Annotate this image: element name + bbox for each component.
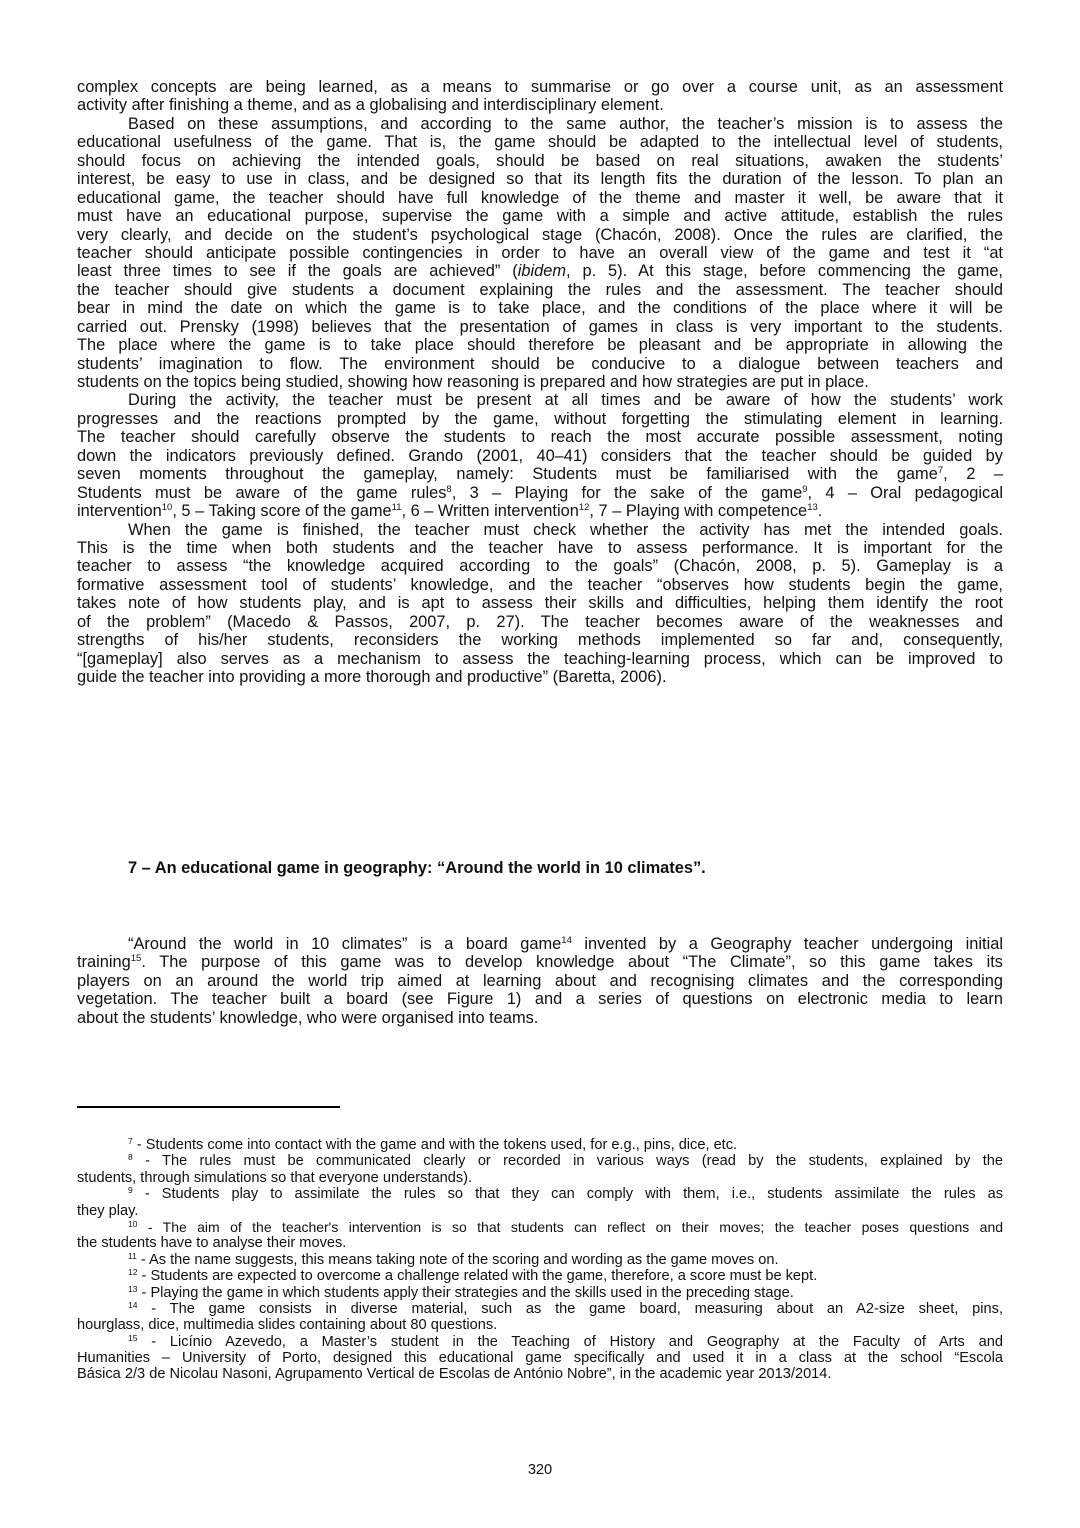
text-line: progresses and the reactions prompted by the game, without forgetting the stimulating element in learning.: [77, 409, 1003, 428]
text-segment: , 5 – Taking score of the game: [172, 502, 392, 521]
text-line: formative assessment tool of students’ knowledge, and the teacher “observes how students begin the game,: [77, 575, 1003, 594]
footnote-ref[interactable]: 10: [161, 502, 173, 514]
footnote-ref[interactable]: 13: [807, 502, 818, 514]
footnote-ref[interactable]: 9: [802, 483, 808, 495]
footnote-text: - The game consists in diverse material, such as the game board, measuring about an A2-size sheet, pins,: [151, 1300, 1004, 1317]
text-line: During the activity, the teacher must be present at all times and be aware of how the students’ work: [128, 391, 1003, 410]
footnote-number: 13: [128, 1283, 138, 1294]
footnote-number: 14: [128, 1299, 138, 1310]
footnote-number: 11: [128, 1250, 137, 1261]
text-line: must have an educational purpose, supervise the game with a simple and active attitude, establish the rules: [77, 207, 1003, 226]
footnote-line: [77, 1186, 1003, 1202]
text-line: [77, 465, 1003, 483]
text-line: [77, 935, 1003, 953]
footnote-ref[interactable]: 12: [578, 502, 590, 514]
text-line: teacher should anticipate possible contingencies in order to have an overall view of the game and test it “at: [77, 243, 1003, 262]
footnote-line: students, through simulations so that everyone understands).: [77, 1169, 473, 1186]
footnote-ref[interactable]: 7: [937, 465, 944, 477]
footnote-line: [77, 1334, 1003, 1350]
footnote-ref[interactable]: 11: [391, 502, 402, 514]
text-line: [77, 953, 1003, 971]
footnote-text: - As the name suggests, this means taking note of the scoring and wording as the game moves on.: [140, 1251, 779, 1268]
footnote-line: they play.: [77, 1202, 139, 1219]
footnote-number: 15: [128, 1332, 138, 1343]
text-segment: , 2 –: [943, 465, 1003, 484]
text-segment: , 4 – Oral pedagogical: [807, 483, 1003, 502]
text-segment: , 7 – Playing with competence: [589, 502, 808, 521]
footnote-14: [77, 1301, 1003, 1334]
footnote-number: 8: [128, 1152, 133, 1163]
text-line: carried out. Prensky (1998) believes that the presentation of games in class is very important to the students.: [77, 317, 1003, 336]
footnote-line: Básica 2/3 de Nicolau Nasoni, Agrupamento Vertical de Escolas de António Nobre”, in the academic year 2013/2014.: [77, 1366, 832, 1383]
footnote-9: [77, 1186, 1003, 1219]
footnote-line: [77, 1252, 1003, 1268]
text-segment: .: [817, 502, 823, 521]
text-line: about the students’ knowledge, who were organised into teams.: [77, 1008, 539, 1027]
text-line: players on an around the world trip aimed at learning about and recognising climates and the corresponding: [77, 971, 1003, 990]
text-segment: Students must be aware of the game rules: [77, 483, 447, 502]
footnote-number: 10: [128, 1218, 138, 1229]
footnote-line: [77, 1137, 1003, 1153]
italic-citation: ibidem: [517, 262, 566, 281]
text-segment: . The purpose of this game was to develop knowledge about “The Climate”, so this game takes its: [141, 953, 1003, 972]
text-line: should focus on achieving the intended goals, should be based on real situations, awaken the students’: [77, 151, 1003, 170]
text-segment: , 6 – Written intervention: [401, 502, 579, 521]
paragraph-teacher-mission: [77, 115, 1003, 392]
footnote-8: [77, 1153, 1003, 1186]
footnote-number: 9: [128, 1185, 133, 1196]
footnote-line: [77, 1153, 1003, 1169]
text-segment: seven moments throughout the gameplay, namely: Students must be familiarised with the game: [77, 465, 938, 484]
text-segment: least three times to see if the goals are achieved” (: [77, 262, 518, 281]
text-line: [77, 484, 1003, 502]
text-line: educational usefulness of the game. That is, the game should be adapted to the intellectual level of students,: [77, 133, 1003, 152]
footnote-line: [77, 1268, 1003, 1284]
text-line: vegetation. The teacher built a board (see Figure 1) and a series of questions on electronic media to learn: [77, 990, 1003, 1009]
text-line: strengths of his/her students, reconsiders the working methods implemented so far and, consequently,: [77, 631, 1003, 650]
footnote-separator: [77, 1106, 340, 1108]
page-number: 320: [527, 1462, 553, 1478]
text-line: very clearly, and decide on the student’s psychological stage (Chacón, 2008). Once the rules are clarified, the: [77, 225, 1003, 244]
text-segment: training: [77, 953, 131, 972]
text-line: teacher to assess “the knowledge acquired according to the goals” (Chacón, 2008, p. 5). Gameplay is a: [77, 557, 1003, 576]
footnote-line: Humanities – University of Porto, designed this educational game specifically and used it in a class at the school “Escola: [77, 1350, 1003, 1367]
footnote-line: [77, 1219, 1003, 1235]
text-line: down the indicators previously defined. Grando (2001, 40–41) considers that the teacher should be guided by: [77, 446, 1003, 465]
body-text: [77, 78, 1003, 1027]
paragraph-during-activity: [77, 391, 1003, 520]
text-line: “[gameplay] also serves as a mechanism to assess the teaching-learning process, which can be improved to: [77, 649, 1003, 668]
footnote-text: - Licínio Azevedo, a Master’s student in the Teaching of History and Geography at the Faculty of Arts and: [151, 1333, 1003, 1350]
footnote-text: - Students come into contact with the game and with the tokens used, for e.g., pins, dice, etc.: [136, 1137, 738, 1153]
text-segment: , p. 5). At this stage, before commencing the game,: [566, 262, 1003, 281]
footnote-15: [77, 1334, 1003, 1383]
footnote-11: [77, 1252, 1003, 1268]
text-segment: “Around the world in 10 climates” is a board game: [128, 935, 562, 953]
footnote-text: - Playing the game in which students apply their strategies and the skills used in the preceding stage.: [141, 1284, 794, 1301]
text-line: complex concepts are being learned, as a means to summarise or go over a course unit, as an assessment: [77, 78, 1003, 96]
footnote-ref[interactable]: 14: [561, 935, 572, 946]
footnote-7: [77, 1137, 1003, 1153]
text-segment: , 3 – Playing for the sake of the game: [451, 483, 803, 502]
footnote-text: - The aim of the teacher's intervention is so that students can reflect on their moves; the teacher poses questions and: [147, 1218, 1004, 1235]
text-line: interest, be easy to use in class, and be designed so that its length fits the duration of the lesson. To plan an: [77, 170, 1003, 189]
text-segment: invented by a Geography teacher undergoing initial: [571, 935, 1003, 953]
footnote-10: [77, 1219, 1003, 1252]
footnote-12: [77, 1268, 1003, 1284]
footnote-ref[interactable]: 8: [446, 483, 452, 495]
text-segment: intervention: [77, 502, 162, 521]
text-line: Based on these assumptions, and according to the same author, the teacher’s mission is to assess the: [128, 114, 1003, 133]
text-line: guide the teacher into providing a more thorough and productive” (Baretta, 2006).: [77, 668, 667, 686]
paragraph-game-intro: [77, 935, 1003, 1027]
text-line: students on the topics being studied, showing how reasoning is prepared and how strategies are put in place.: [77, 373, 869, 391]
paragraph-game-finished: [77, 521, 1003, 687]
footnote-number: 12: [128, 1267, 138, 1278]
section-heading: 7 – An educational game in geography: “Around the world in 10 climates”.: [128, 859, 706, 877]
text-line: When the game is finished, the teacher must check whether the activity has met the intended goals.: [128, 520, 1003, 539]
footnote-line: hourglass, dice, multimedia slides containing about 80 questions.: [77, 1317, 498, 1334]
footnote-13: [77, 1285, 1003, 1301]
footnote-text: - Students are expected to overcome a challenge related with the game, therefore, a score must be kept.: [141, 1268, 818, 1285]
paragraph-continuation: [77, 78, 1003, 115]
text-line: bear in mind the date on which the game is to take place, and the conditions of the place where it will be: [77, 299, 1003, 318]
text-line: the teacher should give students a document explaining the rules and the assessment. The teacher should: [77, 280, 1003, 299]
text-line: students’ imagination to flow. The environment should be conducive to a dialogue between teachers and: [77, 354, 1003, 373]
text-line: educational game, the teacher should have full knowledge of the theme and master it well, be aware that it: [77, 188, 1003, 207]
text-line: [77, 262, 1003, 280]
footnote-number: 7: [128, 1136, 133, 1146]
footnote-text: - The rules must be communicated clearly or recorded in various ways (read by the students, explained by the: [145, 1153, 1004, 1170]
footnotes: [77, 1137, 1003, 1383]
text-line: of the problem” (Macedo & Passos, 2007, p. 27). The teacher becomes aware of the weaknesses and: [77, 612, 1003, 631]
footnote-line: [77, 1301, 1003, 1317]
text-line: takes note of how students play, and is apt to assess their skills and difficulties, helping them identify the root: [77, 594, 1003, 613]
footnote-line: [77, 1285, 1003, 1301]
footnote-line: the students have to analyse their moves.: [77, 1235, 347, 1252]
text-line: [77, 502, 1003, 520]
footnote-ref[interactable]: 15: [130, 953, 142, 965]
text-line: This is the time when both students and the teacher have to assess performance. It is important for the: [77, 538, 1003, 557]
text-line: The place where the game is to take place should therefore be pleasant and be appropriate in allowing the: [77, 336, 1003, 355]
footnote-text: - Students play to assimilate the rules so that they can comply with them, i.e., students assimilate the rules as: [144, 1186, 1003, 1203]
text-line: The teacher should carefully observe the students to reach the most accurate possible assessment, noting: [77, 428, 1003, 447]
text-line: activity after finishing a theme, and as a globalising and interdisciplinary element.: [77, 96, 664, 115]
